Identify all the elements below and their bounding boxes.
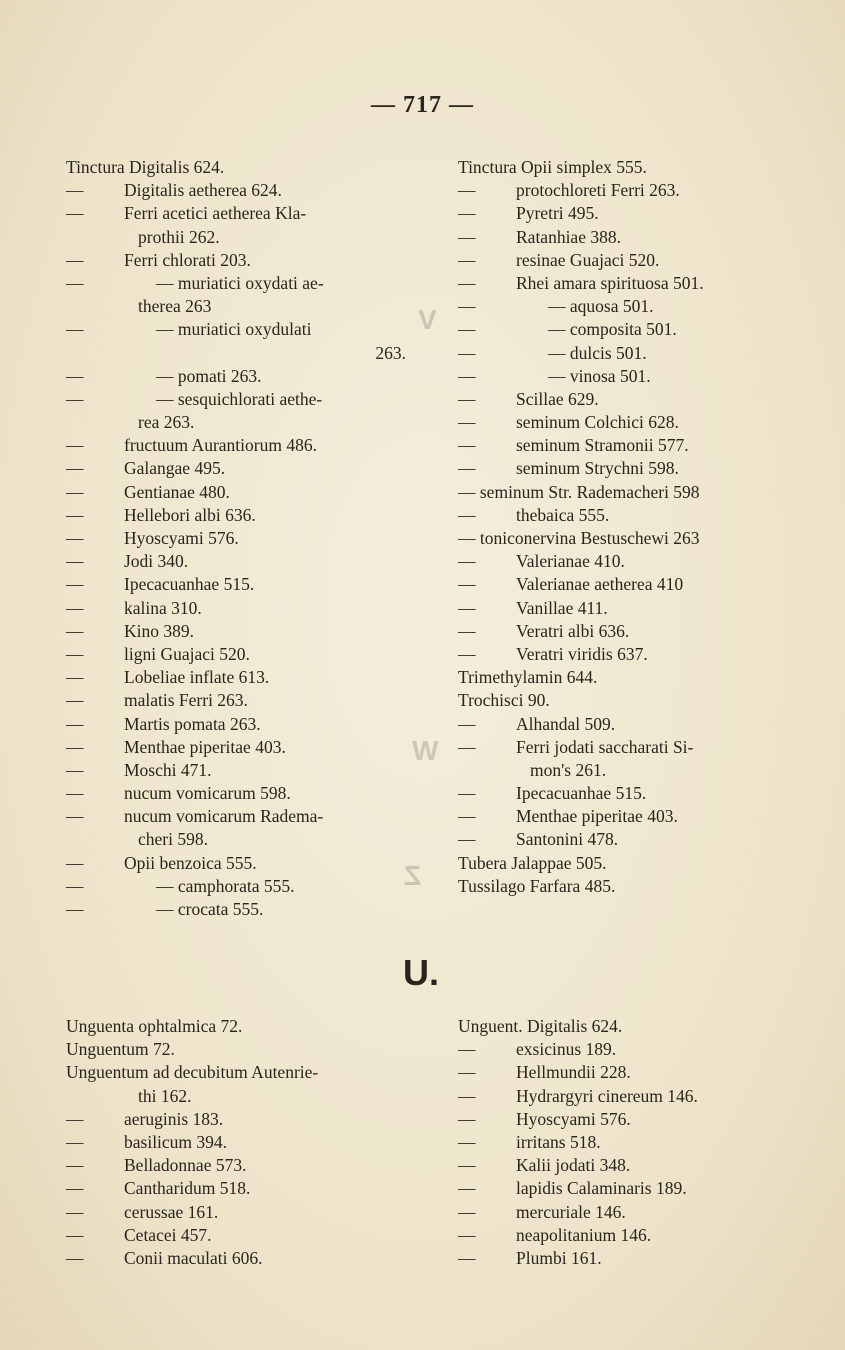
index-entry (66, 272, 406, 295)
index-entry-text: — camphorata 555. (156, 875, 295, 896)
index-entry (458, 457, 808, 480)
index-entry (458, 713, 808, 736)
index-entry-text: Jodi 340. (124, 551, 189, 572)
index-entry-text: seminum Colchici 628. (516, 412, 679, 433)
ditto-dash: — (66, 272, 84, 293)
index-entry (66, 1085, 406, 1108)
ditto-dash: — (458, 597, 476, 618)
index-entry (458, 295, 808, 318)
index-entry (66, 318, 406, 341)
index-entry (458, 504, 808, 527)
index-entry (66, 805, 406, 828)
index-entry-text: Ferri jodati saccharati Si- (516, 736, 694, 757)
index-entry-text: ligni Guajaci 520. (124, 643, 250, 664)
index-entry (66, 550, 406, 573)
index-entry (458, 852, 808, 875)
ditto-dash: — (458, 365, 476, 386)
ditto-dash: — (458, 620, 476, 641)
index-entry-text: fructuum Aurantiorum 486. (124, 435, 317, 456)
index-entry (458, 481, 808, 504)
index-entry (458, 759, 808, 782)
index-entry (66, 527, 406, 550)
ditto-dash: — (66, 806, 84, 827)
ditto-dash: — (66, 458, 84, 479)
ditto-dash: — (66, 643, 84, 664)
index-entry-text: Unguentum ad decubitum Autenrie- (66, 1062, 319, 1083)
ditto-dash: — (458, 342, 476, 363)
ditto-dash: — (66, 574, 84, 595)
index-entry-text: Tinctura Opii simplex 555. (458, 157, 647, 177)
index-entry-text: seminum Stramonii 577. (516, 435, 689, 456)
index-entry-text: prothii 262. (138, 226, 220, 247)
index-entry (66, 411, 406, 434)
ditto-dash: — (458, 412, 476, 433)
index-entry (458, 272, 808, 295)
index-entry-text: protochloreti Ferri 263. (516, 180, 680, 201)
ditto-dash: — (458, 1108, 476, 1129)
ditto-dash: — (66, 852, 84, 873)
index-entry (458, 1061, 808, 1084)
ditto-dash: — (66, 759, 84, 780)
index-entry (66, 434, 406, 457)
index-entry-text: Alhandal 509. (516, 713, 616, 734)
ditto-dash: — (458, 296, 476, 317)
ditto-dash: — (458, 1085, 476, 1106)
index-entry-text: — toniconervina Bestuschewi 263 (458, 528, 700, 548)
index-entry (66, 782, 406, 805)
ditto-dash: — (458, 551, 476, 572)
ditto-dash: — (66, 1131, 84, 1152)
index-entry (458, 179, 808, 202)
ditto-dash: — (458, 458, 476, 479)
index-entry (66, 1108, 406, 1131)
index-entry-text: Digitalis aetherea 624. (124, 180, 282, 201)
ditto-dash: — (458, 319, 476, 340)
page-number: — 717 — (371, 92, 474, 118)
index-entry-text: Ferri chlorati 203. (124, 249, 251, 270)
ditto-dash: — (458, 1062, 476, 1083)
ditto-dash: — (458, 1201, 476, 1222)
index-entry-text: Galangae 495. (124, 458, 226, 479)
index-entry (458, 527, 808, 550)
ditto-dash: — (66, 249, 84, 270)
index-entry-text: Cantharidum 518. (124, 1178, 251, 1199)
index-entry (458, 1038, 808, 1061)
index-entry-text: Kalii jodati 348. (516, 1155, 631, 1176)
index-entry (458, 550, 808, 573)
index-entry-text: — crocata 555. (156, 899, 264, 919)
index-entry (458, 1201, 808, 1224)
index-entry (458, 249, 808, 272)
index-entry-text: Tinctura Digitalis 624. (66, 157, 225, 177)
ditto-dash: — (66, 1201, 84, 1222)
ditto-dash: — (458, 504, 476, 525)
index-entry (458, 1177, 808, 1200)
index-entry (458, 805, 808, 828)
section-letter: U. (403, 952, 439, 993)
index-column-right-bottom (458, 1015, 808, 1270)
index-entry (458, 226, 808, 249)
index-entry-text: — aquosa 501. (548, 296, 654, 317)
ditto-dash: — (458, 1131, 476, 1152)
ditto-dash: — (66, 875, 84, 896)
index-entry (458, 1131, 808, 1154)
index-entry (458, 782, 808, 805)
index-entry-text: Valerianae aetherea 410 (516, 574, 684, 595)
ditto-dash: — (66, 690, 84, 711)
index-entry-text: Lobeliae inflate 613. (124, 667, 270, 688)
ditto-dash: — (66, 620, 84, 641)
index-entry (66, 1154, 406, 1177)
ditto-dash: — (458, 574, 476, 595)
index-entry-text: Vanillae 411. (516, 597, 608, 618)
index-entry-text: Belladonnae 573. (124, 1155, 247, 1176)
ditto-dash: — (458, 388, 476, 409)
index-entry-text: — composita 501. (548, 319, 677, 340)
index-entry-text: Conii maculati 606. (124, 1247, 263, 1268)
index-entry (458, 1085, 808, 1108)
index-entry-text: Hellmundii 228. (516, 1062, 631, 1083)
index-entry (66, 828, 406, 851)
ditto-dash: — (66, 551, 84, 572)
index-entry (66, 365, 406, 388)
ditto-dash: — (458, 1247, 476, 1268)
index-entry-text: Veratri viridis 637. (516, 643, 648, 664)
ditto-dash: — (458, 806, 476, 827)
index-entry-text: Rhei amara spirituosa 501. (516, 272, 704, 293)
index-entry-text: Pyretri 495. (516, 203, 599, 224)
ditto-dash: — (66, 1178, 84, 1199)
index-entry (458, 689, 808, 712)
ditto-dash: — (66, 504, 84, 525)
index-entry (66, 342, 406, 365)
ditto-dash: — (66, 388, 84, 409)
index-entry-text: cerussae 161. (124, 1201, 219, 1222)
index-entry (66, 736, 406, 759)
index-entry-text: Veratri albi 636. (516, 620, 630, 641)
index-entry (458, 1015, 808, 1038)
index-entry-text: — pomati 263. (156, 365, 262, 386)
index-entry (458, 1224, 808, 1247)
index-entry (458, 318, 808, 341)
index-entry (66, 1038, 406, 1061)
index-entry (66, 1131, 406, 1154)
show-through-mark: V (418, 304, 437, 335)
index-entry (66, 1201, 406, 1224)
ditto-dash: — (66, 203, 84, 224)
ditto-dash: — (66, 1247, 84, 1268)
index-entry-text: Martis pomata 263. (124, 713, 261, 734)
index-entry (458, 666, 808, 689)
ditto-dash: — (458, 249, 476, 270)
index-entry-text: Ipecacuanhae 515. (516, 783, 647, 804)
index-entry (458, 411, 808, 434)
index-entry (66, 852, 406, 875)
index-entry-text: Kino 389. (124, 620, 194, 641)
index-entry (66, 713, 406, 736)
index-entry-text: Menthae piperitae 403. (516, 806, 678, 827)
ditto-dash: — (458, 783, 476, 804)
index-entry (66, 457, 406, 480)
index-entry-text: basilicum 394. (124, 1131, 228, 1152)
index-entry (66, 179, 406, 202)
index-entry-text: Plumbi 161. (516, 1247, 602, 1268)
ditto-dash: — (458, 643, 476, 664)
index-entry (66, 666, 406, 689)
index-entry-text: Hyoscyami 576. (124, 528, 239, 548)
index-entry (458, 736, 808, 759)
ditto-dash: — (458, 435, 476, 456)
index-entry (66, 643, 406, 666)
index-entry (66, 1224, 406, 1247)
ditto-dash: — (66, 435, 84, 456)
index-entry-text: 263. (375, 342, 406, 363)
index-entry-text: seminum Strychni 598. (516, 458, 679, 479)
index-entry (66, 597, 406, 620)
ditto-dash: — (66, 713, 84, 734)
ditto-dash: — (66, 1224, 84, 1245)
index-entry-text: Cetacei 457. (124, 1224, 212, 1245)
index-entry (66, 1177, 406, 1200)
index-entry-text: — vinosa 501. (548, 365, 651, 386)
index-entry (458, 828, 808, 851)
index-entry (458, 620, 808, 643)
ditto-dash: — (66, 319, 84, 340)
index-entry (458, 643, 808, 666)
ditto-dash: — (458, 180, 476, 201)
index-entry (458, 156, 808, 179)
index-entry (66, 573, 406, 596)
ditto-dash: — (66, 667, 84, 688)
ditto-dash: — (66, 783, 84, 804)
index-entry (66, 689, 406, 712)
index-entry (66, 295, 406, 318)
index-entry-text: Hyoscyami 576. (516, 1108, 631, 1129)
index-entry-text: Ipecacuanhae 515. (124, 574, 255, 595)
index-entry-text: Hellebori albi 636. (124, 504, 256, 525)
index-entry-text: neapolitanium 146. (516, 1224, 652, 1245)
index-entry-text: — muriatici oxydati ae- (156, 272, 324, 293)
index-entry-text: Unguentum 72. (66, 1039, 175, 1060)
index-entry (66, 1247, 406, 1270)
index-entry (458, 365, 808, 388)
ditto-dash: — (66, 1155, 84, 1176)
index-entry-text: thi 162. (138, 1085, 192, 1106)
index-entry-text: cheri 598. (138, 829, 208, 850)
index-entry-text: — seminum Str. Rademacheri 598 (458, 481, 700, 502)
index-entry-text: Tussilago Farfara 485. (458, 875, 616, 896)
index-entry (66, 156, 406, 179)
index-entry (66, 759, 406, 782)
index-entry-text: Santonini 478. (516, 829, 619, 850)
index-entry-text: Hydrargyri cinereum 146. (516, 1085, 698, 1106)
index-entry-text: irritans 518. (516, 1131, 601, 1152)
ditto-dash: — (458, 1155, 476, 1176)
index-entry-text: Trimethylamin 644. (458, 667, 598, 688)
index-entry-text: mon's 261. (530, 759, 607, 780)
index-entry (458, 1154, 808, 1177)
index-entry-text: thebaica 555. (516, 504, 610, 525)
ditto-dash: — (458, 1224, 476, 1245)
index-entry-text: — dulcis 501. (548, 342, 647, 363)
index-entry-text: Moschi 471. (124, 759, 212, 780)
index-entry (66, 1061, 406, 1084)
index-entry-text: Scillae 629. (516, 388, 599, 409)
ditto-dash: — (458, 736, 476, 757)
index-entry (66, 226, 406, 249)
ditto-dash: — (458, 203, 476, 224)
ditto-dash: — (66, 597, 84, 618)
index-entry-text: kalina 310. (124, 597, 202, 618)
index-entry (458, 388, 808, 411)
ditto-dash: — (66, 528, 84, 548)
ditto-dash: — (66, 180, 84, 201)
index-entry (458, 875, 808, 898)
index-entry-text: Ferri acetici aetherea Kla- (124, 203, 307, 224)
index-entry (66, 388, 406, 411)
index-entry-text: mercuriale 146. (516, 1201, 626, 1222)
index-entry (66, 875, 406, 898)
index-entry-text: lapidis Calaminaris 189. (516, 1178, 687, 1199)
index-entry (66, 620, 406, 643)
index-entry (458, 573, 808, 596)
index-entry (66, 481, 406, 504)
index-entry-text: — muriatici oxydulati (156, 319, 312, 340)
index-entry-text: Valerianae 410. (516, 551, 625, 572)
ditto-dash: — (66, 1108, 84, 1129)
index-entry-text: Menthae piperitae 403. (124, 736, 286, 757)
ditto-dash: — (458, 226, 476, 247)
index-entry (66, 249, 406, 272)
index-entry-text: Trochisci 90. (458, 690, 550, 711)
index-entry-text: aeruginis 183. (124, 1108, 224, 1129)
index-entry (66, 202, 406, 225)
index-entry (66, 1015, 406, 1038)
index-entry-text: nucum vomicarum Radema- (124, 806, 324, 827)
index-entry-text: malatis Ferri 263. (124, 690, 248, 711)
index-entry (458, 434, 808, 457)
index-entry-text: — sesquichlorati aethe- (156, 388, 323, 409)
index-entry-text: Unguenta ophtalmica 72. (66, 1016, 243, 1036)
show-through-mark: Z (404, 860, 422, 891)
index-column-right-top (458, 156, 808, 898)
index-entry (458, 342, 808, 365)
index-entry (458, 597, 808, 620)
index-entry-text: resinae Guajaci 520. (516, 249, 660, 270)
index-entry (458, 1108, 808, 1131)
index-entry-text: therea 263 (138, 296, 212, 317)
ditto-dash: — (458, 713, 476, 734)
index-entry-text: exsicinus 189. (516, 1039, 617, 1060)
index-entry-text: Ratanhiae 388. (516, 226, 621, 247)
ditto-dash: — (66, 736, 84, 757)
index-entry-text: Opii benzoica 555. (124, 852, 257, 873)
index-entry (66, 504, 406, 527)
ditto-dash: — (66, 365, 84, 386)
index-entry-text: rea 263. (138, 412, 195, 433)
index-entry-text: nucum vomicarum 598. (124, 783, 291, 804)
index-column-left-top (66, 156, 406, 921)
index-entry-text: Unguent. Digitalis 624. (458, 1016, 623, 1036)
index-column-left-bottom (66, 1015, 406, 1270)
show-through-mark: W (412, 735, 439, 766)
ditto-dash: — (66, 481, 84, 502)
ditto-dash: — (458, 829, 476, 850)
index-entry (458, 202, 808, 225)
ditto-dash: — (458, 1039, 476, 1060)
ditto-dash: — (458, 272, 476, 293)
index-entry (66, 898, 406, 921)
index-entry-text: Gentianae 480. (124, 481, 230, 502)
index-entry-text: Tubera Jalappae 505. (458, 852, 607, 873)
ditto-dash: — (66, 899, 84, 919)
ditto-dash: — (458, 1178, 476, 1199)
index-entry (458, 1247, 808, 1270)
